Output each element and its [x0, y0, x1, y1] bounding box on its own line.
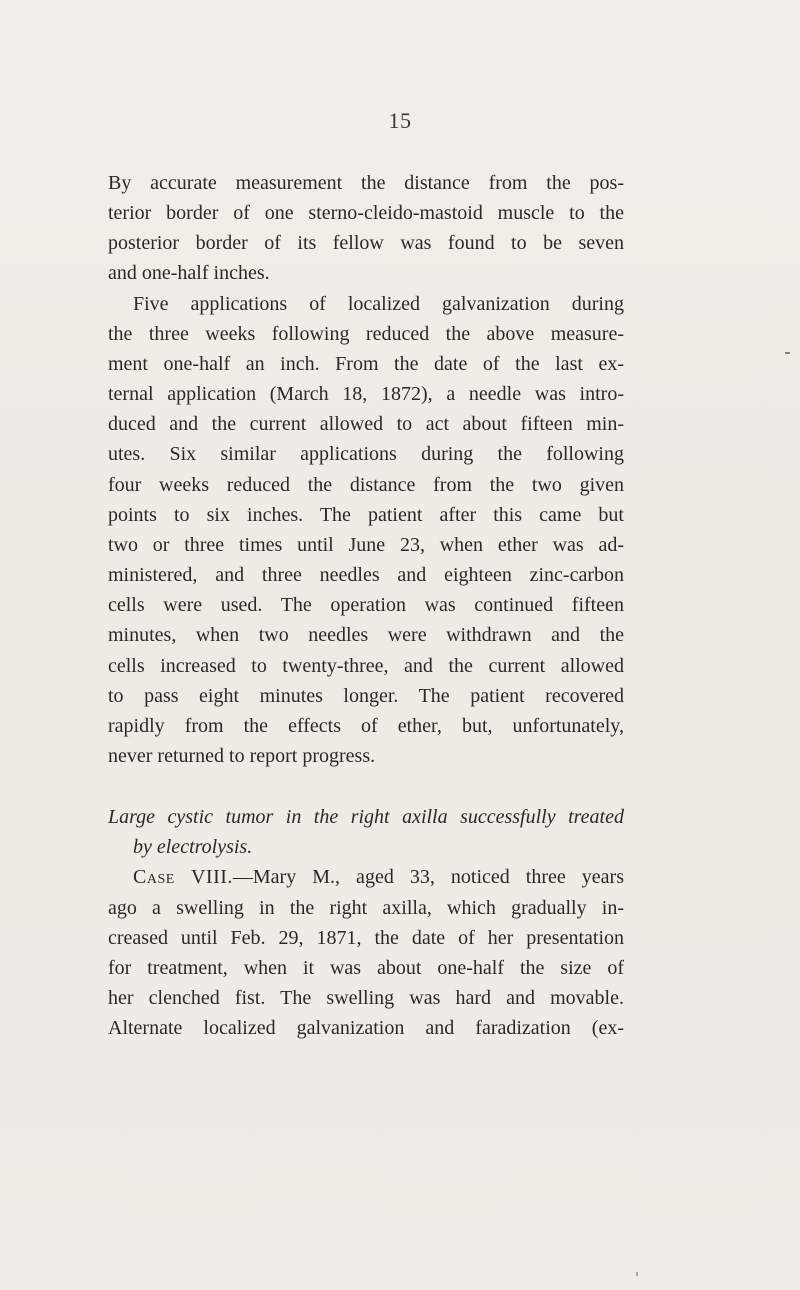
- body-text: [108, 168, 624, 1043]
- paragraph-2-line: to pass eight minutes longer. The patient recovered: [108, 684, 624, 707]
- paragraph-2-line: ternal application (March 18, 1872), a needle was intro-: [108, 383, 624, 406]
- paragraph-2-line: rapidly from the effects of ether, but, unfortunately,: [108, 714, 624, 737]
- paragraph-2-line: cells increased to twenty-three, and the current allowed: [108, 654, 624, 677]
- paragraph-3-line: for treatment, when it was about one-half the size of: [108, 956, 624, 979]
- paragraph-3-line: her clenched fist. The swelling was hard and movable.: [108, 987, 624, 1010]
- paragraph-2-line: utes. Six similar applications during the following: [108, 443, 624, 466]
- paragraph-2-line: four weeks reduced the distance from the two given: [108, 473, 624, 496]
- paragraph-2-line: points to six inches. The patient after this came but: [108, 503, 624, 526]
- paper-speck: [636, 1272, 638, 1276]
- paragraph-2-line: the three weeks following reduced the above measure-: [108, 322, 624, 345]
- paragraph-2-line: duced and the current allowed to act about fifteen min-: [108, 413, 624, 436]
- paragraph-1-line: By accurate measurement the distance from the pos-: [108, 172, 624, 194]
- margin-mark: [785, 352, 790, 354]
- paragraph-2-line: two or three times until June 23, when ether was ad-: [108, 533, 624, 556]
- case-first-line-text: —Mary M., aged 33, noticed three years: [232, 866, 624, 889]
- paragraph-3-line: creased until Feb. 29, 1871, the date of her presentation: [108, 926, 624, 949]
- paragraph-2-line: cells were used. The operation was continued fifteen: [108, 594, 624, 617]
- paragraph-1-line: posterior border of its fellow was found to be seven: [108, 232, 624, 255]
- case-first-line: [108, 862, 624, 892]
- section-spacer: [108, 771, 624, 802]
- section-heading-line: by electrolysis.: [133, 836, 253, 859]
- section-heading-line: Large cystic tumor in the right axilla successfully treated: [108, 806, 624, 829]
- paragraph-2-line: never returned to report progress.: [108, 744, 376, 767]
- paragraph-1-line: and one-half inches.: [108, 262, 270, 285]
- case-label: Case VIII.: [133, 866, 233, 889]
- paragraph-2-line: ment one-half an inch. From the date of the last ex-: [108, 352, 624, 375]
- paragraph-3-line: Alternate localized galvanization and faradization (ex-: [108, 1017, 624, 1040]
- paragraph-2-line: Five applications of localized galvanization during: [133, 292, 624, 315]
- paragraph-3-line: ago a swelling in the right axilla, which gradually in-: [108, 896, 624, 919]
- paragraph-1-line: terior border of one sterno-cleido-mastoid muscle to the: [108, 202, 624, 225]
- page-number: 15: [388, 108, 412, 133]
- paragraph-2-line: ministered, and three needles and eighteen zinc-carbon: [108, 564, 624, 587]
- paragraph-2-line: minutes, when two needles were withdrawn and the: [108, 624, 624, 647]
